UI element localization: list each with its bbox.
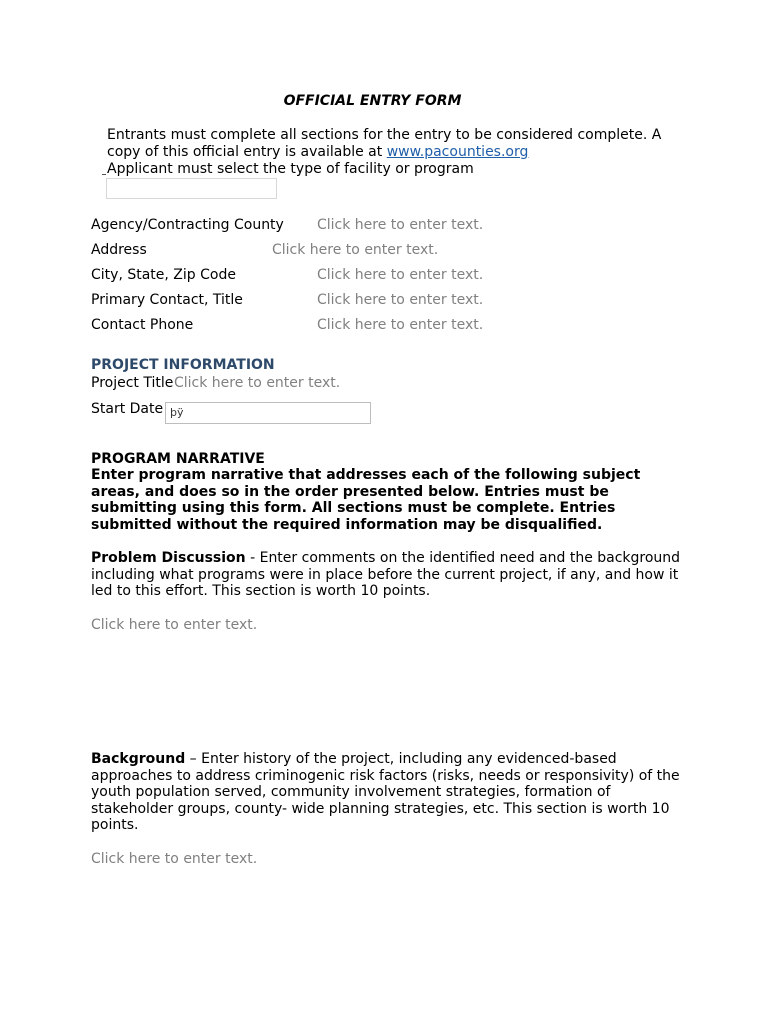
phone-input[interactable]: Click here to enter text. [317, 317, 484, 333]
start-date-picker[interactable]: þÿ [165, 402, 371, 424]
project-info-heading: PROJECT INFORMATION [91, 357, 275, 373]
facility-type-dropdown[interactable] [106, 178, 277, 199]
narrative-instructions: Enter program narrative that addresses each of the following subject areas, and does so in the order presented below. Entries must be submitting using this form. All sections must be complete. Entries submitted without the required information may be disqualified. [91, 467, 641, 533]
contact-input[interactable]: Click here to enter text. [317, 292, 484, 308]
background-text: – Enter history of the project, including any evidenced-based approaches to address criminogenic risk factors (risks, needs or responsivity) of the youth population served, community involvement strategies, formation of stakeholder groups, county- wide planning strategies, etc. This section is worth 10 points. [91, 751, 680, 833]
field-label-address: Address [91, 242, 147, 258]
facility-prompt: Applicant must select the type of facility or program [107, 161, 474, 177]
background-input[interactable]: Click here to enter text. [91, 851, 258, 867]
problem-discussion-text: - Enter comments on the identified need and the background including what programs were in place before the current project, if any, and how it led to this effort. This section is worth 10 points. [91, 550, 681, 599]
background-prompt [91, 751, 681, 834]
intro-text: Entrants must complete all sections for the entry to be considered complete. A copy of this official entry is available at [107, 127, 662, 160]
background-label: Background [91, 751, 186, 767]
project-title-input[interactable]: Click here to enter text. [174, 375, 341, 391]
website-link[interactable]: www.pacounties.org [386, 144, 529, 160]
project-title-label: Project Title [91, 375, 174, 391]
field-label-agency: Agency/Contracting County [91, 217, 284, 233]
form-title: OFFICIAL ENTRY FORM [283, 93, 462, 109]
agency-input[interactable]: Click here to enter text. [317, 217, 484, 233]
city-input[interactable]: Click here to enter text. [317, 267, 484, 283]
problem-discussion-input[interactable]: Click here to enter text. [91, 617, 258, 633]
field-label-phone: Contact Phone [91, 317, 194, 333]
start-date-label: Start Date [91, 401, 164, 417]
problem-discussion-label: Problem Discussion [91, 550, 246, 566]
problem-discussion-prompt [91, 550, 681, 600]
narrative-heading: PROGRAM NARRATIVE [91, 451, 265, 467]
field-label-city: City, State, Zip Code [91, 267, 236, 283]
field-label-contact: Primary Contact, Title [91, 292, 243, 308]
dropdown-marker [102, 174, 106, 175]
address-input[interactable]: Click here to enter text. [272, 242, 439, 258]
intro-paragraph [107, 127, 667, 178]
